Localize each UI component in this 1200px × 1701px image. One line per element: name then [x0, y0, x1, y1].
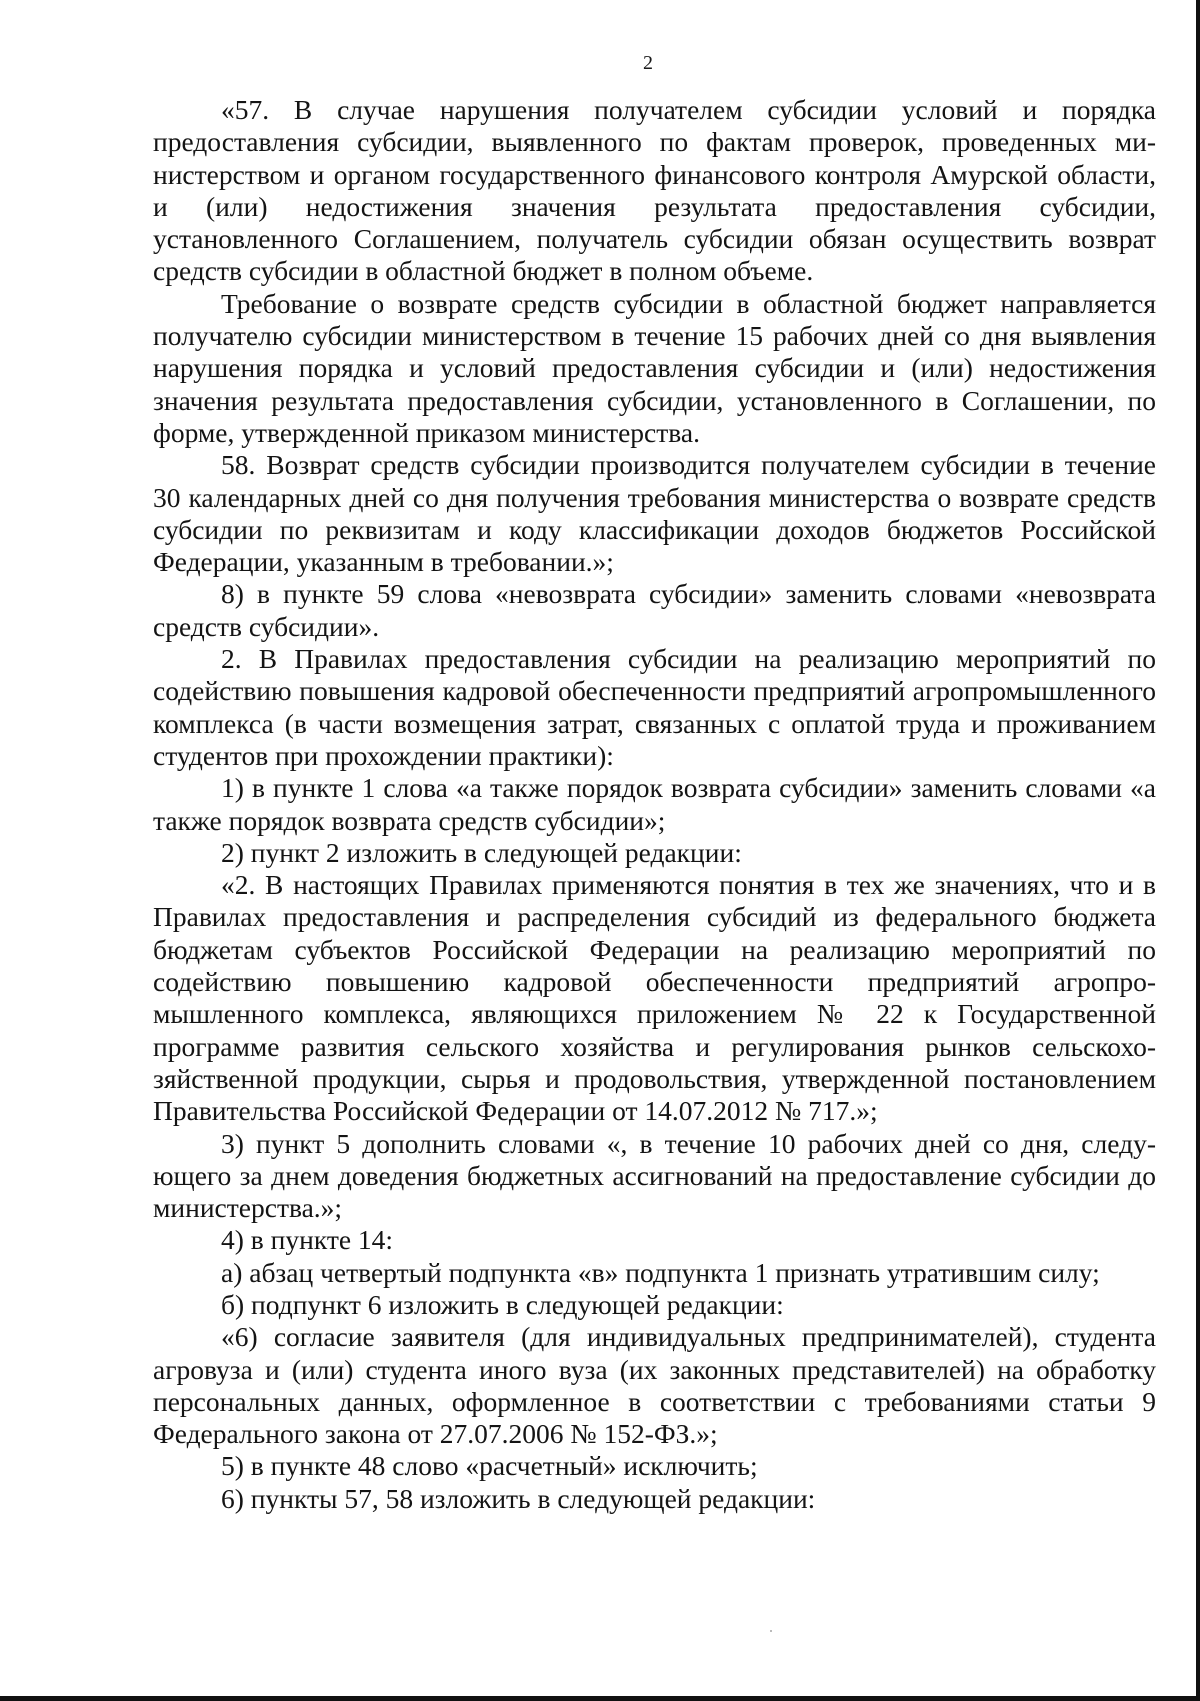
paragraph-subitem-a: а) абзац четвертый подпункта «в» подпункта 1 признать утратившим силу; [221, 1256, 1100, 1288]
scan-edge-bottom [0, 1696, 1200, 1701]
paragraph-consent: «6) согласие заявителя (для индивидуальных предпринимателей), студента агровуза и (или) студента иного вуза (их законных представителей) на обработку персональных данных, оформленное в соответствии с требованиями статьи 9 Федерального закона от 27.07.2006 № 152-ФЗ.»; [153, 1321, 1156, 1450]
paragraph-item-5: 5) в пункте 48 слово «расчетный» исключить; [221, 1450, 758, 1482]
paragraph-58: 58. Возврат средств субсидии производится получателем субсидии в течение 30 календарных дней со дня получения требования министерства о возврате средств субсидии по реквизитам и коду классификации доходов бюджетов Российской Федерации, указанным в требовании.»; [153, 449, 1156, 578]
paragraph-definitions: «2. В настоящих Правилах применяются понятия в тех же значениях, что и в Правилах предоставления и распределения субсидий из федерального бюджета бюджетам субъектов Российской Федерации на реализацию мероприятий по содействию повышению кадровой обеспеченности предприятий агропромышленного комплекса, являющихся приложением № 22 к Государственной программе развития сельского хозяйства и регулирования рынков сельскохозяйственной продукции, сырья и продовольствия, утвержденной постановлением Правительства Российской Федерации от 14.07.2012 № 717.»; [153, 869, 1156, 1127]
paragraph-57: «57. В случае нарушения получателем субсидии условий и порядка предоставления субсидии, выявленного по фактам проверок, проведенных министерством и органом государственного финансового контроля Амурской области, и (или) недостижения значения результата предоставления субсидии, установленного Соглашением, получатель субсидии обязан осуществить возврат средств субсидии в областной бюджет в полном объеме. [153, 94, 1156, 287]
paragraph-item-4: 4) в пункте 14: [221, 1224, 394, 1256]
paragraph-return-requirement: Требование о возврате средств субсидии в областной бюджет направляется получателю субсидии министерством в течение 15 рабочих дней со дня выявления нарушения порядка и условий предоставления субсидии и (или) недостижения значения результата предоставления субсидии, установленного в Соглашении, по форме, утвержденной приказом министерства. [153, 287, 1156, 448]
scan-speck [770, 1630, 772, 1632]
paragraph-section-2: 2. В Правилах предоставления субсидии на реализацию мероприятий по содействию повышения кадровой обеспеченности предприятий агропромышленного комплекса (в части возмещения затрат, связанных с оплатой труда и проживанием студентов при прохождении практики): [153, 643, 1156, 771]
scan-edge-right [1196, 0, 1200, 1701]
page-number: 2 [643, 52, 653, 74]
paragraph-item-1: 1) в пункте 1 слова «а также порядок возврата субсидии» заменить словами «а также порядок возврата средств субсидии»; [153, 772, 1156, 836]
paragraph-subitem-b: б) подпункт 6 изложить в следующей редакции: [221, 1288, 784, 1320]
paragraph-item-6: 6) пункты 57, 58 изложить в следующей редакции: [221, 1482, 816, 1514]
paragraph-item-2: 2) пункт 2 изложить в следующей редакции: [221, 836, 742, 868]
paragraph-item-8: 8) в пункте 59 слова «невозврата субсидии» заменить словами «невозврата средств субсидии». [153, 578, 1156, 642]
document-body [153, 94, 1156, 1515]
paragraph-item-3: 3) пункт 5 дополнить словами «, в течение 10 рабочих дней со дня, следующего за днем доведения бюджетных ассигнований на предоставление субсидии до министерства.»; [153, 1127, 1156, 1224]
